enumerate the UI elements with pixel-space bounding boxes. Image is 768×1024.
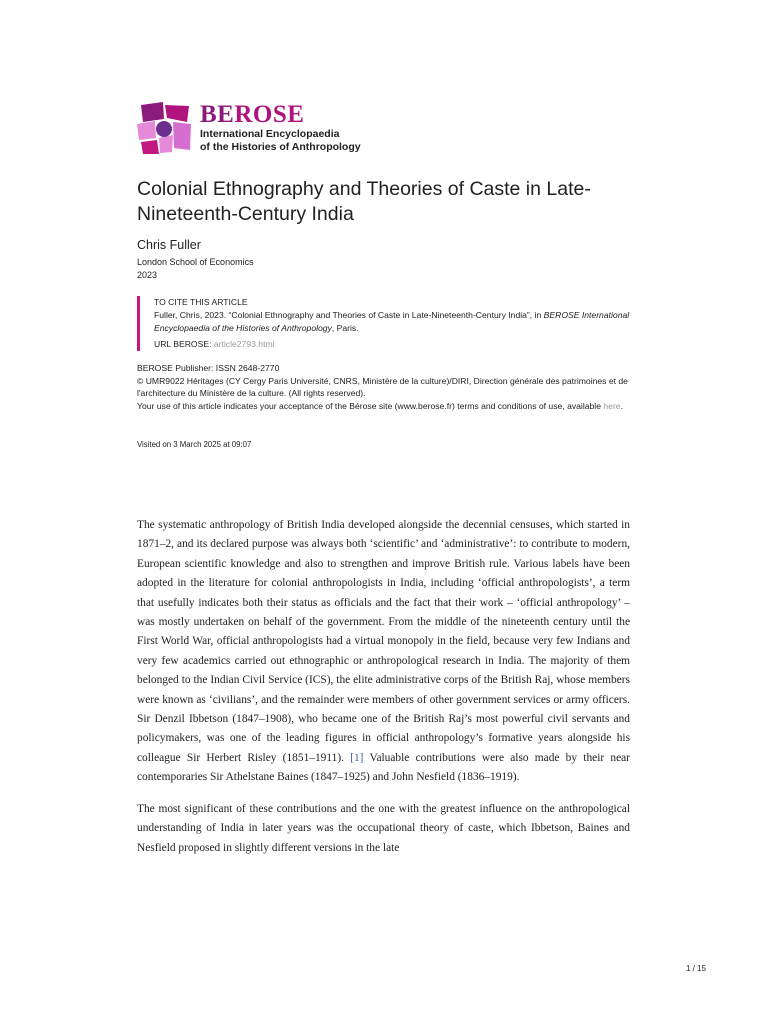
- article-title: Colonial Ethnography and Theories of Caste in Late-Nineteenth-Century India: [137, 178, 591, 225]
- citation-heading: TO CITE THIS ARTICLE: [154, 297, 248, 307]
- citation-text: Fuller, Chris, 2023. “Colonial Ethnography and Theories of Caste in Late-Nineteenth-Century India”, in BEROSE International Encyclopaedia of the Histories of Anthropology, Paris.: [154, 310, 630, 333]
- berose-logo[interactable]: [137, 102, 361, 154]
- author-affiliation: [137, 256, 254, 282]
- brand-name: BEROSE: [200, 101, 305, 128]
- copyright-notice: © UMR9022 Héritages (CY Cergy Paris Université, CNRS, Ministère de la culture)/DIRI, Direction générale des patrimoines et de l'architecture du Ministère de la culture. (All rights reserved).: [137, 375, 628, 398]
- citation-box: [137, 296, 654, 351]
- affiliation: London School of Economics: [137, 257, 254, 267]
- body-paragraph: The systematic anthropology of British India developed alongside the decennial censuses, which started in 1871–2, and its declared purpose was always both ‘scientific’ and ‘administrative’: to contribute to modern, European scientific knowledge and also to strengthen and improve British rule. Various labels have been adopted in the literature for colonial anthropologists in India, including ‘official anthropologists’, a term that usefully indicates both their status as officials and the fact that their work – ‘official anthropology’ – was mostly undertaken on behalf of the government. From the middle of the nineteenth century until the First World War, official anthropologists had a virtual monopoly in the field, because very few Indians and very few academics carried out ethnographic or anthropological research in India. The majority of them belonged to the Indian Civil Service (ICS), the elite administrative corps of the British Raj, whose members were known as ‘civilians’, and the remainder were members of other government services or army officers. Sir Denzil Ibbetson (1847–1908), who became one of the British Raj’s most powerful civil servants and policymakers, was one of the leading figures in official anthropology’s formative years alongside his colleague Sir Herbert Risley (1851–1911). [1] Valuable contributions were also made by their near contemporaries Sir Athelstane Baines (1847–1925) and John Nesfield (1836–1919).: [137, 519, 630, 784]
- footnote-link[interactable]: [1]: [350, 751, 364, 764]
- publication-year: 2023: [137, 270, 158, 280]
- citation-url-link[interactable]: article2793.html: [213, 339, 275, 349]
- body-paragraph: The most significant of these contributions and the one with the greatest influence on the anthropological understanding of India in later years was the occupational theory of caste, which Ibbetson, Baines and Nesfield proposed in slightly different versions in the late: [137, 802, 630, 854]
- article-body: [137, 516, 630, 870]
- brand-subtitle-line1: International Encyclopaedia: [200, 128, 340, 140]
- brand-subtitle-line2: of the Histories of Anthropology: [200, 141, 361, 153]
- citation-url: URL BEROSE: article2793.html: [154, 339, 275, 349]
- legal-notice: [137, 362, 637, 412]
- terms-notice: Your use of this article indicates your acceptance of the Bérose site (www.berose.fr) terms and conditions of use, available here.: [137, 400, 623, 411]
- visited-timestamp: Visited on 3 March 2025 at 09:07: [137, 440, 252, 449]
- berose-logo-icon: [137, 102, 192, 154]
- publisher-issn: BEROSE Publisher: ISSN 2648-2770: [137, 363, 280, 373]
- author-name: Chris Fuller: [137, 238, 201, 252]
- terms-link[interactable]: here: [603, 400, 621, 411]
- page-number: 1 / 15: [685, 964, 706, 973]
